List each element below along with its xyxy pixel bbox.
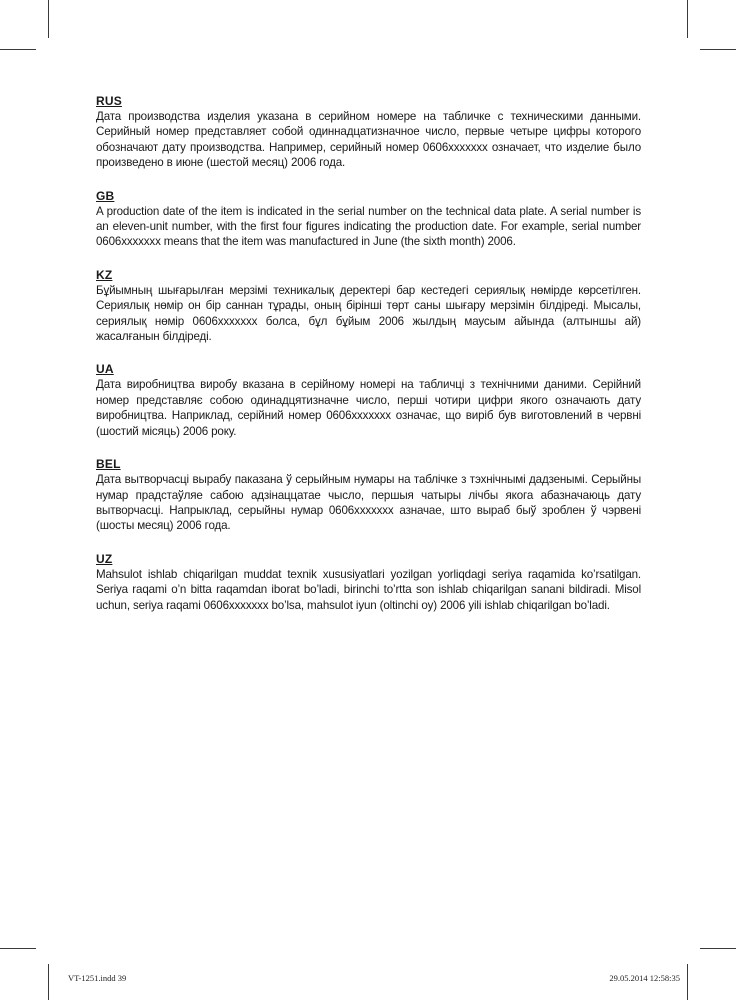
crop-mark bbox=[0, 948, 36, 949]
document-body bbox=[96, 94, 641, 631]
section-heading: KZ bbox=[96, 267, 113, 282]
section-text: Бұйымның шығарылған мерзімі техникалық деректері бар кестедегі сериялық нөмірде көрсетілген. Сериялық нөмір он бір саннан тұрады, оның бірінші төрт саны шығару мерзімін білдіреді. Мысалы, сериялық нөмір 0606ххххххх болса, бұл бұйым 2006 жылдың маусым айында (алтыншы ай) жасалғанын білдіреді. bbox=[96, 283, 641, 344]
crop-mark bbox=[48, 964, 49, 1000]
footer-filename: VT-1251.indd 39 bbox=[68, 973, 127, 983]
crop-mark bbox=[0, 49, 36, 50]
crop-mark bbox=[687, 964, 688, 1000]
section-kz bbox=[96, 268, 641, 345]
section-uz bbox=[96, 552, 641, 613]
section-bel bbox=[96, 457, 641, 534]
section-heading: RUS bbox=[96, 94, 122, 108]
section-rus bbox=[96, 94, 641, 171]
section-gb bbox=[96, 189, 641, 250]
section-text: Дата производства изделия указана в серийном номере на табличке с техническими данными. Серийный номер представляет собой одиннадцатизначное число, первые четыре цифры которого обозначают дату производства. Например, серийный номер 0606ххххххх означает, что изделие было произведено в июне (шестой месяц) 2006 года. bbox=[96, 110, 641, 170]
crop-mark bbox=[700, 948, 736, 949]
section-heading: UZ bbox=[96, 551, 113, 566]
crop-mark bbox=[700, 49, 736, 50]
footer-timestamp: 29.05.2014 12:58:35 bbox=[609, 973, 680, 983]
section-heading: BEL bbox=[96, 457, 121, 472]
crop-mark bbox=[48, 0, 49, 38]
section-text: Дата вытворчасці вырабу паказана ў серыйным нумары на таблічке з тэхнічнымі дадзенымі. Серыйны нумар прадстаўляе сабою адзінаццатае чысло, першыя чатыры лічбы якога абазначаюць дату вытворчасці. Напрыклад, серыйны нумар 0606ххххххх азначае, што выраб быў зроблен ў чэрвені (шосты месяц) 2006 года. bbox=[96, 473, 641, 533]
section-text: Mahsulot ishlab chiqarilgan muddat texnik xususiyatlari yozilgan yorliqdagi seriya raqamida ko’rsatilgan. Seriya raqami o’n bitta raqamdan iborat bo’ladi, birinchi to’rtta son ishlab chiqarilgan sanani bildiradi. Misol uchun, seriya raqami 0606xxxxxxx bo’lsa, mahsulot iyun (oltinchi oy) 2006 yili ishlab chiqarilgan bo’ladi. bbox=[96, 567, 641, 612]
section-text: Дата виробництва виробу вказана в серійному номері на табличці з технічними даними. Серійний номер представляє собою одинадцятизначне число, перші чотири цифри якого означають дату виробництва. Наприклад, серійний номер 0606ххххххх означає, що виріб був виготовлений в червні (шостий місяць) 2006 року. bbox=[96, 378, 641, 438]
section-heading: UA bbox=[96, 362, 114, 377]
section-text: A production date of the item is indicated in the serial number on the technical data plate. A serial number is an eleven-unit number, with the first four figures indicating the production date. For example, serial number 0606xxxxxxx means that the item was manufactured in June (the sixth month) 2006. bbox=[96, 204, 641, 249]
section-heading: GB bbox=[96, 188, 115, 203]
crop-mark bbox=[687, 0, 688, 38]
section-ua bbox=[96, 362, 641, 439]
